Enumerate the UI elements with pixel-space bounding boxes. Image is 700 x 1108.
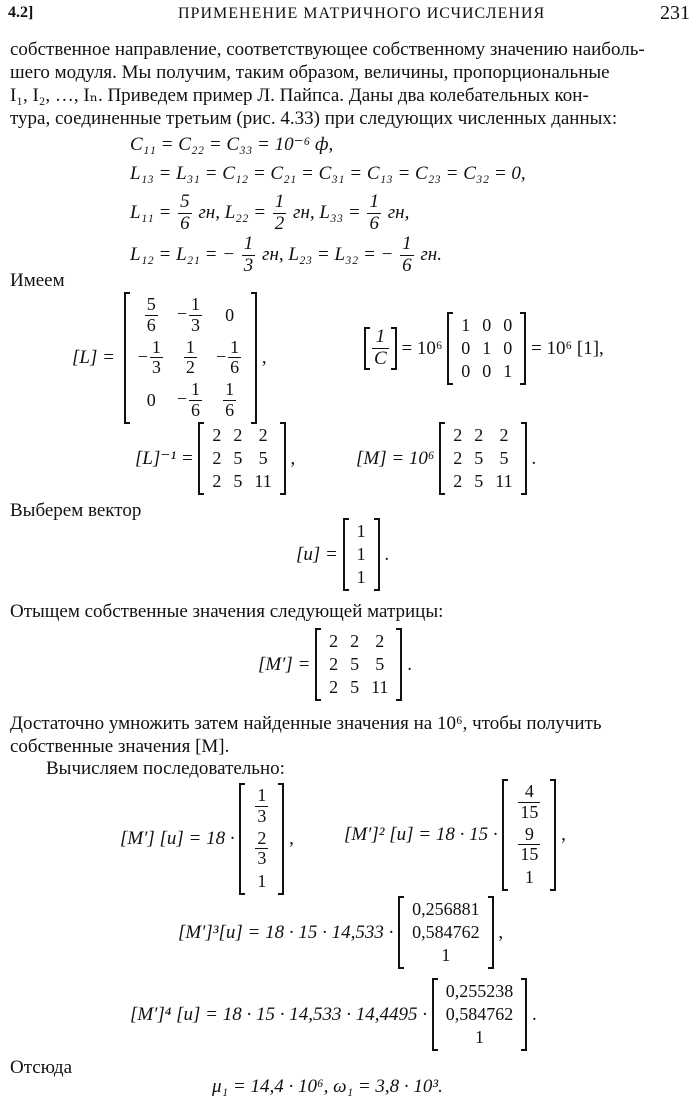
M-tail: . — [531, 447, 537, 469]
matrix-cell — [132, 337, 171, 380]
matrix-cell: 2 — [329, 631, 339, 651]
Mprime-matrix — [315, 628, 402, 701]
iteration-tail: , — [498, 921, 504, 943]
numerator: 1 — [274, 191, 285, 212]
iteration-tail: . — [532, 1003, 537, 1025]
numerator: 1 — [191, 294, 200, 314]
eq-part: L₁₁ = — [130, 201, 172, 223]
page-number: 231 — [660, 2, 690, 24]
fraction — [145, 295, 158, 336]
denominator: 15 — [520, 844, 539, 865]
enough-paragraph — [10, 712, 690, 758]
L-inverse-tail: , — [290, 447, 296, 469]
matrix-row — [406, 944, 486, 967]
matrix-row — [351, 543, 372, 566]
matrix-cell: 0,584762 — [445, 1004, 514, 1024]
Mprime-tail: . — [407, 653, 412, 675]
denominator: 3 — [257, 805, 267, 826]
section-number: 4.2] — [8, 4, 34, 21]
matrix-table — [455, 314, 518, 383]
numerator: 1 — [185, 336, 195, 357]
denominator: 6 — [180, 212, 190, 234]
text-compute: Вычисляем последовательно: — [46, 758, 285, 779]
text-line: шего модуля. Мы получим, таким образом, величины, пропорциональные — [10, 62, 610, 83]
matrix-cell: 5 — [474, 471, 484, 491]
u-vector — [343, 518, 380, 591]
text-hence: Отсюда — [10, 1057, 73, 1078]
iteration-4 — [130, 978, 537, 1051]
matrix-cell: 2 — [375, 631, 385, 651]
matrix-row — [323, 676, 394, 699]
numerator: 5 — [180, 191, 190, 212]
denominator: 3 — [257, 848, 267, 869]
text-line: собственные значения [M]. — [10, 736, 230, 757]
denominator: 3 — [191, 314, 200, 335]
matrix-row — [447, 470, 518, 493]
matrix-cell — [210, 337, 249, 380]
equation-capacitance: C₁₁ = C₂₂ = C₃₃ = 10⁻⁶ ф, — [130, 134, 334, 155]
u-equation — [296, 518, 389, 591]
matrix-cell: 0 — [482, 361, 492, 381]
fraction — [255, 829, 268, 870]
matrix-cell: 2 — [212, 471, 222, 491]
denominator: 6 — [369, 212, 379, 234]
numerator: 1 — [151, 336, 161, 357]
equation-zero-couplings: L₁₃ = L₃₁ = C₁₂ = C₂₁ = C₃₁ = C₁₃ = C₂₃ = C₃₂ = 0, — [130, 163, 526, 184]
iteration-vector — [398, 896, 494, 969]
denominator: 6 — [191, 399, 200, 420]
matrix-cell: 2 — [212, 425, 222, 445]
iteration-tail: , — [561, 824, 566, 846]
matrix-row — [247, 870, 276, 893]
matrix-cell: 5 — [499, 448, 509, 468]
matrix-cell: 1 — [356, 521, 366, 541]
numerator: 1 — [257, 785, 267, 805]
matrix-cell — [210, 379, 249, 422]
matrix-row — [510, 824, 548, 867]
matrix-cell: 0,256881 — [412, 899, 480, 919]
fraction — [518, 825, 540, 866]
comma: , — [261, 346, 267, 368]
u-tail: . — [384, 543, 390, 565]
iteration-label: [M′]⁴ [u] = 18 · 15 · 14,533 · 14,4495 · — [130, 1003, 427, 1025]
matrix-cell: 0 — [503, 338, 513, 358]
L-inverse-matrix — [198, 422, 285, 495]
iteration-1 — [120, 783, 294, 895]
iteration-3 — [178, 896, 503, 969]
sign: − — [176, 388, 187, 409]
matrix-row — [455, 337, 518, 360]
matrix-row — [447, 447, 518, 470]
matrix-row — [247, 828, 276, 871]
matrix-cell: 0 — [146, 389, 156, 410]
matrix-row — [447, 424, 518, 447]
matrix-row — [510, 866, 548, 889]
numerator: 9 — [518, 825, 540, 846]
matrix-cell: 0 — [461, 338, 471, 358]
matrix-cell: 5 — [350, 654, 360, 674]
matrix-cell: 0,255238 — [445, 981, 514, 1001]
denominator: 2 — [185, 357, 195, 378]
eq-part: гн, L₂₂ = — [198, 201, 267, 223]
matrix-row — [440, 1003, 520, 1026]
fraction — [223, 380, 236, 421]
fraction — [367, 192, 381, 235]
matrix-cell — [247, 828, 276, 871]
matrix-table — [406, 898, 486, 967]
matrix-cell: 1 — [524, 867, 534, 888]
inverse-C-label — [364, 327, 397, 370]
eq-part: гн, L₃₃ = — [293, 201, 361, 223]
matrix-cell: 11 — [371, 677, 389, 697]
fraction — [184, 338, 197, 379]
matrix-cell: 2 — [499, 425, 509, 445]
eq-part: гн, — [387, 201, 410, 223]
matrix-cell: 0 — [461, 361, 471, 381]
iteration-vector — [239, 783, 284, 895]
C-matrix — [447, 312, 526, 385]
equation-self-inductances — [130, 192, 409, 235]
matrix-cell: 1 — [482, 338, 492, 358]
fraction — [518, 782, 540, 823]
matrix-cell — [132, 294, 171, 337]
matrix-table — [247, 785, 276, 893]
matrix-cell: 2 — [453, 471, 463, 491]
text-choose-vector: Выберем вектор — [10, 500, 142, 521]
Mprime-label: [M′] = — [258, 653, 311, 675]
matrix-cell — [510, 824, 548, 867]
fraction — [273, 192, 287, 235]
matrix-cell: 5 — [375, 654, 385, 674]
denominator: 6 — [225, 399, 235, 420]
matrix-row — [510, 781, 548, 824]
matrix-cell: 1 — [356, 544, 366, 564]
matrix-cell: 1 — [461, 315, 471, 335]
matrix-cell: 2 — [233, 425, 243, 445]
iteration-tail: , — [289, 828, 294, 850]
matrix-cell: 1 — [475, 1027, 484, 1047]
equation-mutual-inductances — [130, 234, 442, 277]
matrix-row — [455, 360, 518, 383]
fraction — [372, 327, 389, 370]
final-result: μ₁ = 14,4 · 10⁶, ω₁ = 3,8 · 10³. — [212, 1076, 443, 1097]
text-line: тура, соединенные третьим (рис. 4.33) при следующих численных данных: — [10, 108, 618, 129]
matrix-cell: 5 — [350, 677, 360, 697]
Mprime-equation — [258, 628, 412, 701]
iteration-label: [M′] [u] = 18 · — [120, 828, 235, 850]
iteration-2 — [344, 779, 566, 891]
matrix-cell: 2 — [453, 425, 463, 445]
matrix-cell: 5 — [258, 448, 268, 468]
fraction — [255, 786, 268, 827]
matrix-row — [132, 294, 249, 337]
sign: − — [216, 346, 227, 367]
numerator: 2 — [257, 827, 267, 848]
fraction — [178, 192, 192, 235]
C-eq: = 10⁶ — [401, 337, 443, 359]
matrix-row — [206, 424, 277, 447]
denominator: 2 — [274, 212, 285, 234]
matrix-cell: 5 — [474, 448, 484, 468]
sign: − — [176, 303, 187, 324]
denominator: C — [374, 348, 387, 369]
text-line: собственное направление, соответствующее собственному значению наиболь- — [10, 39, 645, 60]
matrix-cell: 1 — [441, 945, 451, 965]
intro-paragraph — [10, 38, 690, 130]
numerator: 1 — [225, 379, 235, 400]
matrix-cell: 0 — [225, 304, 235, 325]
matrix-cell — [171, 337, 210, 380]
matrix-cell: 2 — [212, 448, 222, 468]
matrix-row — [323, 653, 394, 676]
numerator: 1 — [369, 191, 379, 212]
running-title: ПРИМЕНЕНИЕ МАТРИЧНОГО ИСЧИСЛЕНИЯ — [178, 5, 546, 22]
matrix-cell: 2 — [350, 631, 360, 651]
fraction — [242, 234, 256, 277]
matrix-cell — [510, 781, 548, 824]
matrix-cell: 2 — [453, 448, 463, 468]
matrix-row — [406, 898, 486, 921]
matrix-cell — [171, 379, 210, 422]
matrix-cell — [247, 785, 276, 828]
numerator: 1 — [372, 327, 389, 349]
matrix-cell: 1 — [356, 567, 366, 587]
matrix-table — [510, 781, 548, 889]
matrix-table — [440, 980, 520, 1049]
matrix-row — [323, 630, 394, 653]
eq-part: гн, L₂₃ = L₃₂ = − — [262, 243, 394, 265]
M-matrix — [439, 422, 526, 495]
denominator: 3 — [151, 357, 161, 378]
numerator: 1 — [402, 233, 412, 254]
matrix-cell: 1 — [257, 871, 267, 892]
C-matrix-equation — [364, 312, 604, 385]
matrix-cell: 2 — [329, 677, 339, 697]
L-inverse-equation — [135, 422, 295, 495]
numerator: 5 — [146, 294, 156, 314]
L-matrix — [124, 292, 257, 424]
numerator: 1 — [243, 233, 254, 254]
sign: − — [137, 346, 148, 367]
fraction — [400, 234, 414, 277]
iteration-label: [M′]³[u] = 18 · 15 · 14,533 · — [178, 921, 394, 943]
matrix-cell: 2 — [474, 425, 484, 445]
matrix-row — [132, 337, 249, 380]
L-label: [L] = — [72, 346, 115, 368]
matrix-cell: 5 — [233, 448, 243, 468]
text-have: Имеем — [10, 270, 65, 291]
matrix-row — [406, 921, 486, 944]
matrix-cell — [171, 294, 210, 337]
L-matrix-equation — [72, 292, 267, 424]
iteration-label: [M′]² [u] = 18 · 15 · — [344, 824, 498, 846]
denominator: 15 — [520, 801, 539, 822]
matrix-cell: 1 — [503, 361, 513, 381]
page-header — [8, 2, 692, 28]
fraction — [189, 295, 202, 336]
matrix-row — [351, 566, 372, 589]
fraction — [228, 338, 241, 379]
matrix-cell: 2 — [258, 425, 268, 445]
iteration-vector — [502, 779, 556, 891]
matrix-row — [132, 379, 249, 422]
M-equation — [356, 422, 536, 495]
matrix-table — [323, 630, 394, 699]
matrix-cell: 0 — [503, 315, 513, 335]
matrix-row — [206, 447, 277, 470]
u-label: [u] = — [296, 543, 338, 565]
C-tail: = 10⁶ [1], — [531, 337, 604, 359]
matrix-cell: 0 — [482, 315, 492, 335]
matrix-row — [206, 470, 277, 493]
denominator: 6 — [402, 254, 412, 276]
eq-part: гн. — [420, 243, 442, 265]
matrix-cell: 5 — [233, 471, 243, 491]
M-label: [M] = 10⁶ — [356, 447, 435, 469]
L-inverse-label: [L]⁻¹ = — [135, 448, 194, 469]
matrix-row — [440, 1026, 520, 1049]
text-line: Достаточно умножить затем найденные значения на 10⁶, чтобы получить — [10, 713, 602, 734]
eq-part: L₁₂ = L₂₁ = − — [130, 243, 236, 265]
fraction — [189, 380, 202, 421]
matrix-table — [206, 424, 277, 493]
iteration-vector — [432, 978, 528, 1051]
numerator: 1 — [230, 336, 240, 357]
matrix-cell: 11 — [495, 471, 513, 491]
denominator: 6 — [230, 357, 240, 378]
matrix-row — [440, 980, 520, 1003]
matrix-cell: 2 — [329, 654, 339, 674]
text-line: I₁, I₂, …, Iₙ. Приведем пример Л. Пайпса. Даны два колебательных кон- — [10, 85, 589, 106]
numerator: 1 — [191, 379, 200, 400]
fraction — [150, 338, 163, 379]
matrix-row — [351, 520, 372, 543]
matrix-table — [447, 424, 518, 493]
text-find-eigen: Отыщем собственные значения следующей матрицы: — [10, 601, 444, 622]
matrix-cell: 11 — [254, 471, 272, 491]
matrix-table — [351, 520, 372, 589]
matrix-row — [247, 785, 276, 828]
matrix-cell: 0,584762 — [412, 922, 480, 942]
matrix-row — [455, 314, 518, 337]
matrix-table — [132, 294, 249, 422]
numerator: 4 — [518, 782, 540, 803]
denominator: 3 — [243, 254, 254, 276]
denominator: 6 — [146, 314, 156, 335]
